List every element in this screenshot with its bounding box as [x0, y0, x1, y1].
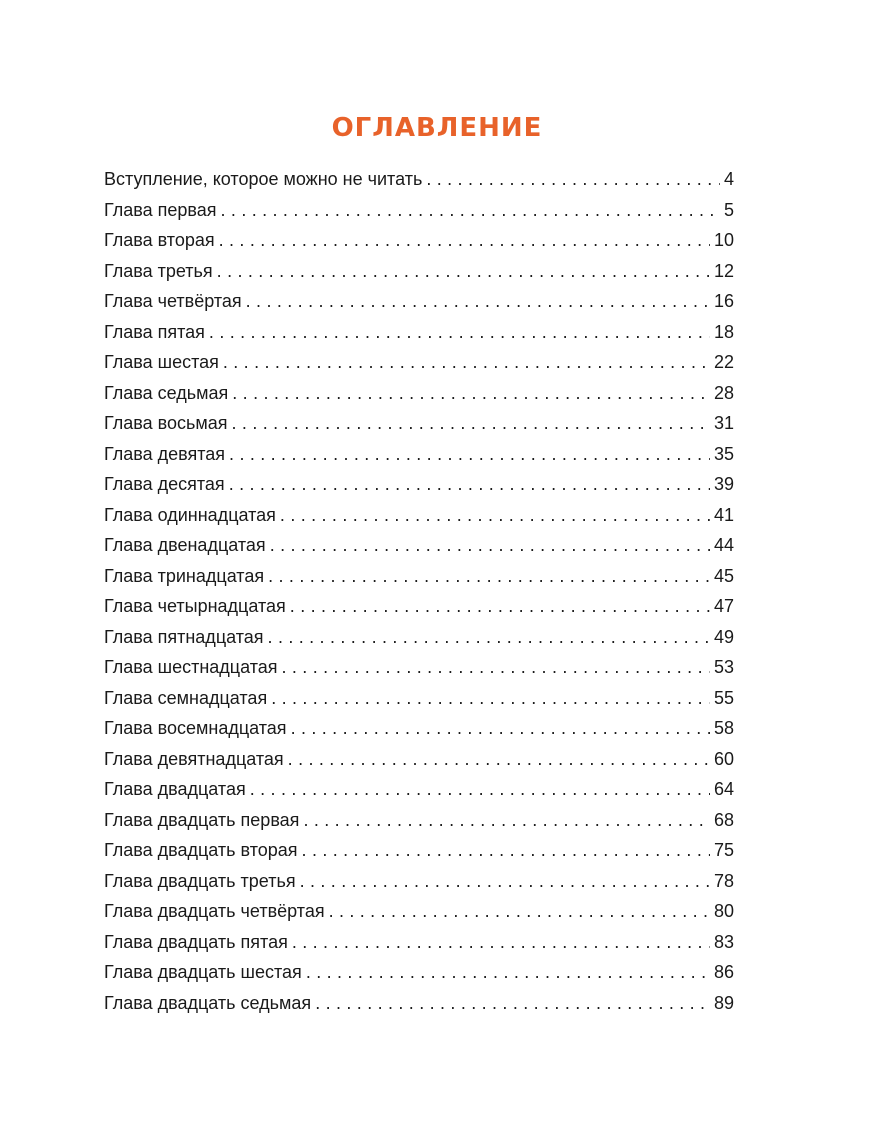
dot-leader — [268, 622, 710, 653]
toc-entry[interactable] — [104, 286, 734, 317]
toc-entry-page-number: 39 — [713, 474, 734, 494]
toc-entry[interactable] — [104, 256, 734, 287]
toc-entry-page-number: 45 — [713, 565, 734, 586]
toc-entry[interactable] — [104, 469, 734, 500]
toc-entry[interactable] — [104, 439, 734, 470]
dot-leader — [300, 866, 710, 897]
toc-entry[interactable] — [104, 927, 734, 958]
toc-entry-page-number: 44 — [713, 535, 734, 555]
toc-entry[interactable] — [104, 805, 734, 836]
toc-entry-title: Глава двадцать пятая — [104, 931, 288, 952]
toc-entry-page-number: 18 — [713, 321, 734, 342]
toc-entry-title: Глава двадцать первая — [104, 809, 300, 830]
table-of-contents — [104, 164, 734, 1018]
dot-leader — [229, 469, 710, 500]
toc-entry[interactable] — [104, 378, 734, 409]
dot-leader — [290, 591, 710, 622]
toc-entry[interactable] — [104, 530, 734, 561]
toc-entry-title: Глава пятая — [104, 321, 205, 342]
toc-entry[interactable] — [104, 347, 734, 378]
toc-entry[interactable] — [104, 652, 734, 683]
toc-entry-title: Глава тринадцатая — [104, 565, 265, 586]
toc-entry-page-number: 31 — [713, 413, 734, 433]
toc-entry[interactable] — [104, 225, 734, 256]
toc-entry-page-number: 89 — [713, 992, 734, 1013]
toc-entry-page-number: 64 — [713, 779, 734, 799]
toc-entry-page-number: 22 — [713, 352, 734, 372]
dot-leader — [223, 347, 710, 378]
dot-leader — [306, 957, 710, 988]
toc-entry-title: Глава двадцать седьмая — [104, 992, 312, 1013]
toc-entry-title: Глава четвёртая — [104, 291, 242, 311]
toc-entry[interactable] — [104, 500, 734, 531]
toc-entry-title: Глава десятая — [104, 474, 225, 494]
page-title: ОГЛАВЛЕНИЕ — [331, 113, 543, 144]
toc-entry-page-number: 4 — [723, 169, 734, 189]
dot-leader — [209, 317, 710, 348]
toc-entry-page-number: 75 — [713, 840, 734, 860]
dot-leader — [329, 896, 710, 927]
toc-entry-title: Глава четырнадцатая — [104, 596, 286, 616]
toc-entry[interactable] — [104, 195, 734, 226]
toc-entry[interactable] — [104, 408, 734, 439]
dot-leader — [426, 164, 720, 195]
toc-entry-page-number: 86 — [713, 962, 734, 982]
toc-entry-page-number: 47 — [713, 596, 734, 616]
toc-entry-title: Глава вторая — [104, 230, 215, 250]
dot-leader — [288, 744, 710, 775]
toc-entry-title: Глава девятая — [104, 443, 226, 464]
dot-leader — [282, 652, 710, 683]
dot-leader — [291, 713, 710, 744]
toc-entry-page-number: 5 — [723, 199, 734, 220]
toc-entry-page-number: 28 — [713, 382, 734, 403]
toc-entry[interactable] — [104, 713, 734, 744]
dot-leader — [221, 195, 720, 226]
toc-entry[interactable] — [104, 164, 734, 195]
toc-entry[interactable] — [104, 988, 734, 1019]
dot-leader — [219, 225, 710, 256]
toc-entry-title: Глава восемнадцатая — [104, 718, 287, 738]
toc-entry-title: Глава двадцать четвёртая — [104, 901, 325, 921]
toc-entry-title: Глава двадцать шестая — [104, 962, 302, 982]
toc-entry[interactable] — [104, 744, 734, 775]
dot-leader — [302, 835, 710, 866]
toc-entry[interactable] — [104, 835, 734, 866]
dot-leader — [246, 286, 710, 317]
toc-entry-page-number: 53 — [713, 657, 734, 677]
toc-entry-page-number: 80 — [713, 901, 734, 921]
toc-entry-title: Глава двадцатая — [104, 779, 246, 799]
toc-entry[interactable] — [104, 957, 734, 988]
toc-entry-page-number: 41 — [713, 504, 734, 525]
dot-leader — [268, 561, 710, 592]
dot-leader — [232, 378, 710, 409]
toc-entry-title: Глава семнадцатая — [104, 687, 268, 708]
toc-entry-page-number: 55 — [713, 687, 734, 708]
toc-entry[interactable] — [104, 866, 734, 897]
dot-leader — [217, 256, 710, 287]
toc-entry[interactable] — [104, 774, 734, 805]
toc-entry-title: Глава двадцать вторая — [104, 840, 298, 860]
toc-entry-title: Глава третья — [104, 260, 213, 281]
toc-entry-title: Глава восьмая — [104, 413, 228, 433]
toc-entry-title: Глава седьмая — [104, 382, 229, 403]
toc-entry-page-number: 83 — [713, 931, 734, 952]
toc-entry[interactable] — [104, 622, 734, 653]
dot-leader — [315, 988, 710, 1019]
toc-entry-page-number: 68 — [713, 809, 734, 830]
dot-leader — [270, 530, 710, 561]
dot-leader — [250, 774, 710, 805]
toc-entry[interactable] — [104, 683, 734, 714]
toc-entry-title: Глава пятнадцатая — [104, 626, 264, 647]
toc-entry-page-number: 78 — [713, 870, 734, 891]
toc-entry-page-number: 60 — [713, 748, 734, 769]
toc-entry-page-number: 49 — [713, 626, 734, 647]
toc-entry[interactable] — [104, 317, 734, 348]
dot-leader — [280, 500, 710, 531]
toc-entry-title: Вступление, которое можно не читать — [104, 169, 423, 189]
toc-entry-page-number: 12 — [713, 260, 734, 281]
toc-entry-title: Глава шестая — [104, 352, 219, 372]
toc-entry-title: Глава двенадцатая — [104, 535, 266, 555]
toc-entry-page-number: 10 — [713, 230, 734, 250]
toc-entry-title: Глава шестнадцатая — [104, 657, 278, 677]
dot-leader — [229, 439, 710, 470]
dot-leader — [271, 683, 710, 714]
toc-entry-page-number: 35 — [713, 443, 734, 464]
toc-entry[interactable] — [104, 561, 734, 592]
toc-entry-title: Глава первая — [104, 199, 217, 220]
dot-leader — [292, 927, 710, 958]
toc-entry-title: Глава девятнадцатая — [104, 748, 284, 769]
dot-leader — [303, 805, 710, 836]
toc-entry-page-number: 58 — [713, 718, 734, 738]
toc-entry-title: Глава одиннадцатая — [104, 504, 276, 525]
toc-entry[interactable] — [104, 591, 734, 622]
toc-entry-page-number: 16 — [713, 291, 734, 311]
toc-entry-title: Глава двадцать третья — [104, 870, 296, 891]
toc-entry[interactable] — [104, 896, 734, 927]
dot-leader — [232, 408, 710, 439]
